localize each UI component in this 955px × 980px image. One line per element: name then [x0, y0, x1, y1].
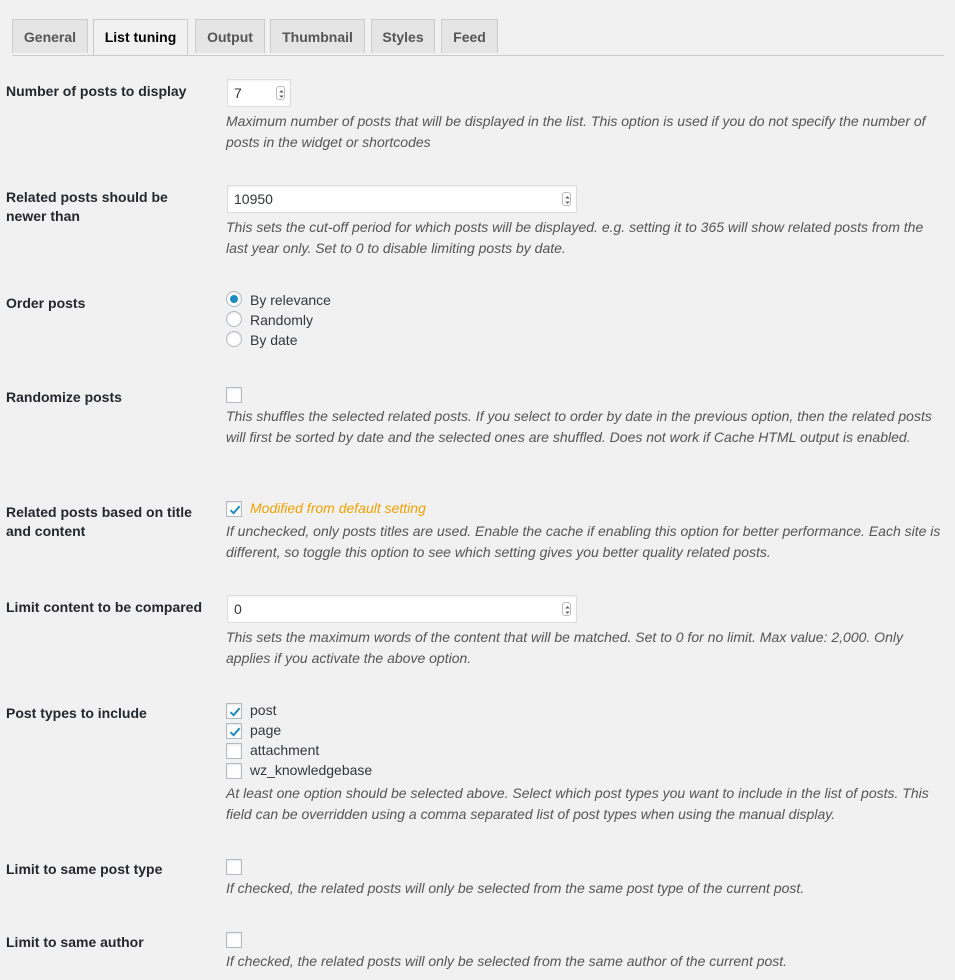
randomize-checkbox[interactable] [226, 387, 242, 403]
newer-than-value: 10950 [234, 191, 273, 207]
tab-styles[interactable]: Styles [371, 19, 435, 53]
checkmark-icon [227, 502, 243, 518]
same-type-checkbox[interactable] [226, 859, 242, 875]
post-type-page-checkbox[interactable] [226, 723, 242, 739]
tab-list-tuning[interactable]: List tuning [93, 19, 188, 55]
order-date-label[interactable]: By date [250, 332, 298, 348]
checkmark-icon [227, 704, 243, 720]
title-content-label: Related posts based on title and content [6, 504, 192, 539]
post-types-description: At least one option should be selected above. Select which post types you want to include in the list of posts. This field can be overridden using a comma separated list of post types when using the manual display. [226, 785, 929, 822]
same-type-label: Limit to same post type [6, 861, 163, 877]
tab-output[interactable]: Output [195, 19, 265, 53]
title-content-checkbox[interactable] [226, 501, 242, 517]
num-posts-description: Maximum number of posts that will be displayed in the list. This option is used if you do not specify the number of posts in the widget or shortcodes [226, 113, 926, 150]
num-posts-input[interactable] [227, 79, 291, 107]
newer-than-input[interactable] [227, 185, 577, 213]
post-type-knowledgebase-label[interactable]: wz_knowledgebase [250, 762, 373, 778]
order-relevance-radio[interactable] [226, 291, 242, 307]
same-type-description: If checked, the related posts will only be selected from the same post type of the current post. [226, 880, 805, 896]
spinner-icon[interactable] [276, 86, 285, 100]
num-posts-value: 7 [234, 85, 242, 101]
limit-content-label: Limit content to be compared [6, 599, 203, 615]
num-posts-label: Number of posts to display [6, 83, 187, 99]
post-type-attachment-label[interactable]: attachment [250, 742, 320, 758]
settings-tabs [12, 19, 944, 56]
modified-notice: Modified from default setting [250, 500, 426, 516]
same-author-description: If checked, the related posts will only be selected from the same author of the current post. [226, 953, 788, 969]
randomize-label: Randomize posts [6, 389, 122, 405]
limit-content-input[interactable] [227, 595, 577, 623]
post-type-post-checkbox[interactable] [226, 703, 242, 719]
randomize-description: This shuffles the selected related posts. If you select to order by date in the previous option, then the related posts will first be sorted by date and the selected ones are shuffled. Does not work if Cache HTML output is enabled. [226, 408, 932, 445]
post-type-post-label[interactable]: post [250, 702, 277, 718]
checkmark-icon [227, 724, 243, 740]
spinner-icon[interactable] [562, 602, 571, 616]
tab-thumbnail[interactable]: Thumbnail [270, 19, 365, 53]
post-type-attachment-checkbox[interactable] [226, 743, 242, 759]
order-posts-label: Order posts [6, 295, 86, 311]
same-author-checkbox[interactable] [226, 932, 242, 948]
order-randomly-radio[interactable] [226, 311, 242, 327]
limit-content-description: This sets the maximum words of the content that will be matched. Set to 0 for no limit. Max value: 2,000. Only applies if you activate the above option. [226, 629, 903, 666]
title-content-description: If unchecked, only posts titles are used. Enable the cache if enabling this option for better performance. Each site is different, so toggle this option to see which setting gives you better quality related posts. [226, 523, 941, 560]
order-relevance-label[interactable]: By relevance [250, 292, 331, 308]
newer-than-label: Related posts should be newer than [6, 189, 168, 224]
order-randomly-label[interactable]: Randomly [250, 312, 314, 328]
newer-than-description: This sets the cut-off period for which posts will be displayed. e.g. setting it to 365 will show related posts from the last year only. Set to 0 to disable limiting posts by date. [226, 219, 924, 256]
post-types-label: Post types to include [6, 705, 147, 721]
limit-content-value: 0 [234, 601, 242, 617]
tab-feed[interactable]: Feed [441, 19, 498, 53]
post-type-knowledgebase-checkbox[interactable] [226, 763, 242, 779]
post-type-page-label[interactable]: page [250, 722, 282, 738]
same-author-label: Limit to same author [6, 934, 144, 950]
order-date-radio[interactable] [226, 331, 242, 347]
tab-general[interactable]: General [12, 19, 88, 53]
spinner-icon[interactable] [562, 192, 571, 206]
